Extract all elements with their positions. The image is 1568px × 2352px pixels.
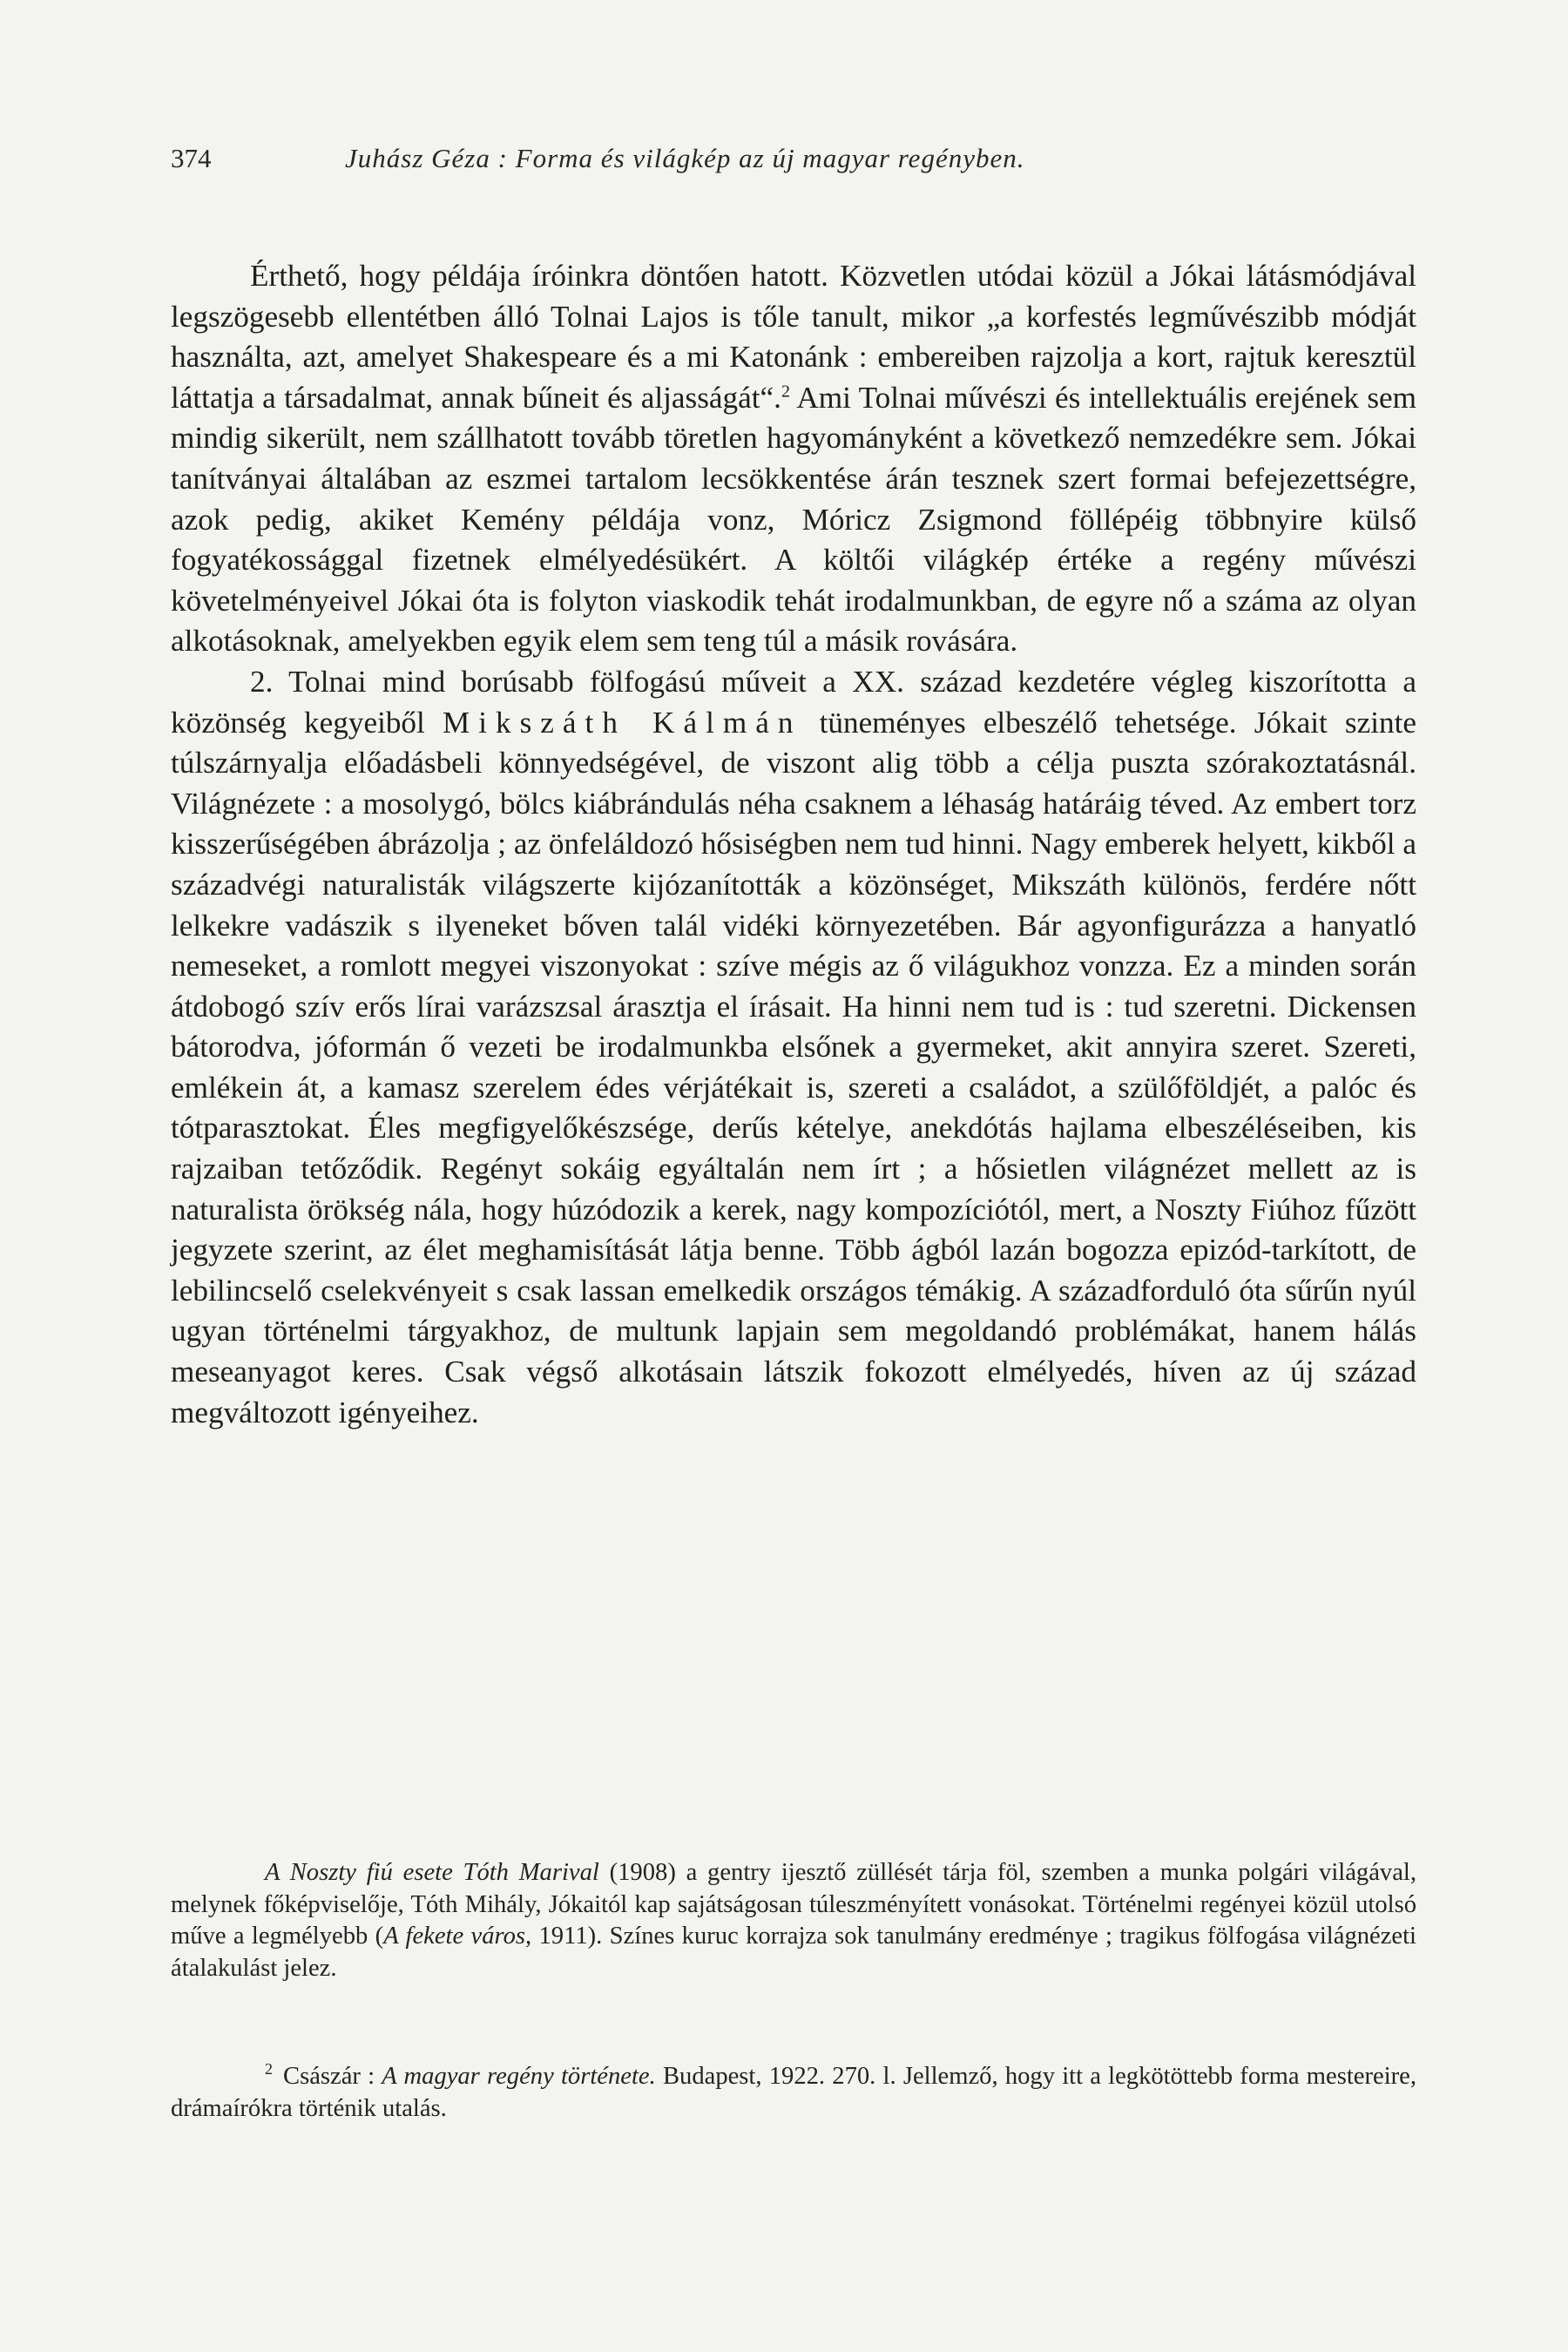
footnote-mark: 2 [265,2060,273,2078]
footnote-author: Császár : [283,2063,382,2090]
small-print-paragraph [171,1857,1416,1984]
footnote [171,2060,1416,2125]
main-text [171,256,1416,1433]
book-title-fekete-varos: A fekete város [383,1923,525,1950]
footnote-book-title: A magyar regény története. [382,2063,656,2090]
footnote-text: Budapest, 1922. 270. l. Jellemző, hogy itt a legkötöttebb forma mestereire, drámaírókra történik utalás. [171,2063,1416,2122]
small-paragraph-end: , 1911). Színes kuruc korrajza sok tanulmány eredménye ; tragikus fölfogása világnézeti átalakulást jelez. [171,1923,1416,1982]
paragraph-2-start: 2. Tolnai mind borúsabb fölfogású műveit a XX. század kezdetére végleg kiszorította a közönség kegyeiből [171,664,1416,740]
book-title-noszty: A Noszty fiú esete Tóth Marival [265,1859,599,1886]
running-title: Juhász Géza : Forma és világkép az új magyar regényben. [345,143,1025,173]
paragraph-1-text: Érthető, hogy példája íróinkra döntően hatott. Közvetlen utódai közül a Jókai látásmódjával legszögesebb ellentétben álló Tolnai Lajos is tőle tanult, mikor „a korfestés legművészibb módját használta, azt, amelyet Shakespeare és a mi Katonánk : embereiben rajzolja a kort, rajtuk keresztül láttatja a társadalmat, annak bűneit és aljasságát“. [171,259,1416,415]
page-number: 374 [171,143,212,173]
paragraph-2-text: tüneményes elbeszélő tehetsége. Jókait szinte túlszárnyalja előadásbeli könnyedségével, de viszont alig több a célja puszta szórakoztatásnál. Világnézete : a mosolygó, bölcs kiábrándulás néha csaknem a léhaság határáig téved. Az embert torz kisszerűségében ábrázolja ; az önfeláldozó hősiségben nem tud hinni. Nagy emberek helyett, kikből a századvégi naturalisták világszerte kijózanították a közönséget, Mikszáth különös, ferdére nőtt lelkekre vadászik s ilyeneket bőven talál vidéki környezetében. Bár agyonfigurázza a hanyatló nemeseket, a romlott megyei viszonyokat : szíve mégis az ő világukhoz vonzza. Ez a minden során átdobogó szív erős lírai varázszsal árasztja el írásait. Ha hinni nem tud is : tud szeretni. Dickensen bátorodva, jóformán ő vezeti be irodalmunkba elsőnek a gyermeket, akit annyira szeret. Szereti, emlékein át, a kamasz szerelem édes vérjátékait is, szereti a családot, a szülőföldjét, a palóc és tótparasztokat. Éles megfigyelőkészsége, derűs kételye, anekdótás hajlama elbeszéléseiben, kis rajzaiban tetőződik. Regényt sokáig egyáltalán nem írt ; a hősietlen világnézet mellett az is naturalista örökség nála, hogy húzódozik a kerek, nagy kompozíciótól, mert, a Noszty Fiúhoz fűzött jegyzete szerint, az élet meghamisítását látja benne. Több ágból lazán bogozza epizód-tarkított, de lebilincselő cselekvényeit s csak lassan emelkedik országos témákig. A századforduló óta sűrűn nyúl ugyan történelmi tárgyakhoz, de multunk lapjain sem megoldandó problémákat, hanem hálás meseanyagot keres. Csak végső alkotásain látszik fokozott elmélyedés, híven az új század megváltozott igényeihez. [171,705,1416,1429]
paragraph-1 [171,256,1416,662]
page-header [171,139,1408,178]
paragraph-2 [171,662,1416,1433]
author-name-spaced: Mikszáth Kálmán [442,705,802,740]
small-paragraph [171,1857,1416,1984]
footnote-reference: 2 [781,382,790,402]
paragraph-1-continuation: Ami Tolnai művészi és intellektuális erejének sem mindig sikerült, nem szállhatott tovább töretlen hagyományként a következő nemzedékre sem. Jókai tanítványai általában az eszmei tartalom lecsökkentése árán tesznek szert formai befejezettségre, azok pedig, akiket Kemény példája vonz, Móricz Zsigmond föllépéig többnyire külső fogyatékossággal fizetnek elmélyedésükért. A költői világkép értéke a regény művészi követelményeivel Jókai óta is folyton viaskodik tehát irodalmunkban, de egyre nő a száma az olyan alkotásoknak, amelyekben egyik elem sem teng túl a másik rovására. [171,380,1416,659]
footnote-2 [171,2060,1416,2125]
small-paragraph-text: (1908) a gentry ijesztő züllését tárja föl, szemben a munka polgári világával, melynek főképviselője, Tóth Mihály, Jókaitól kap sajátságosan túleszményített vonásokat. Történelmi regényei közül utolsó műve a legmélyebb ( [171,1859,1416,1950]
